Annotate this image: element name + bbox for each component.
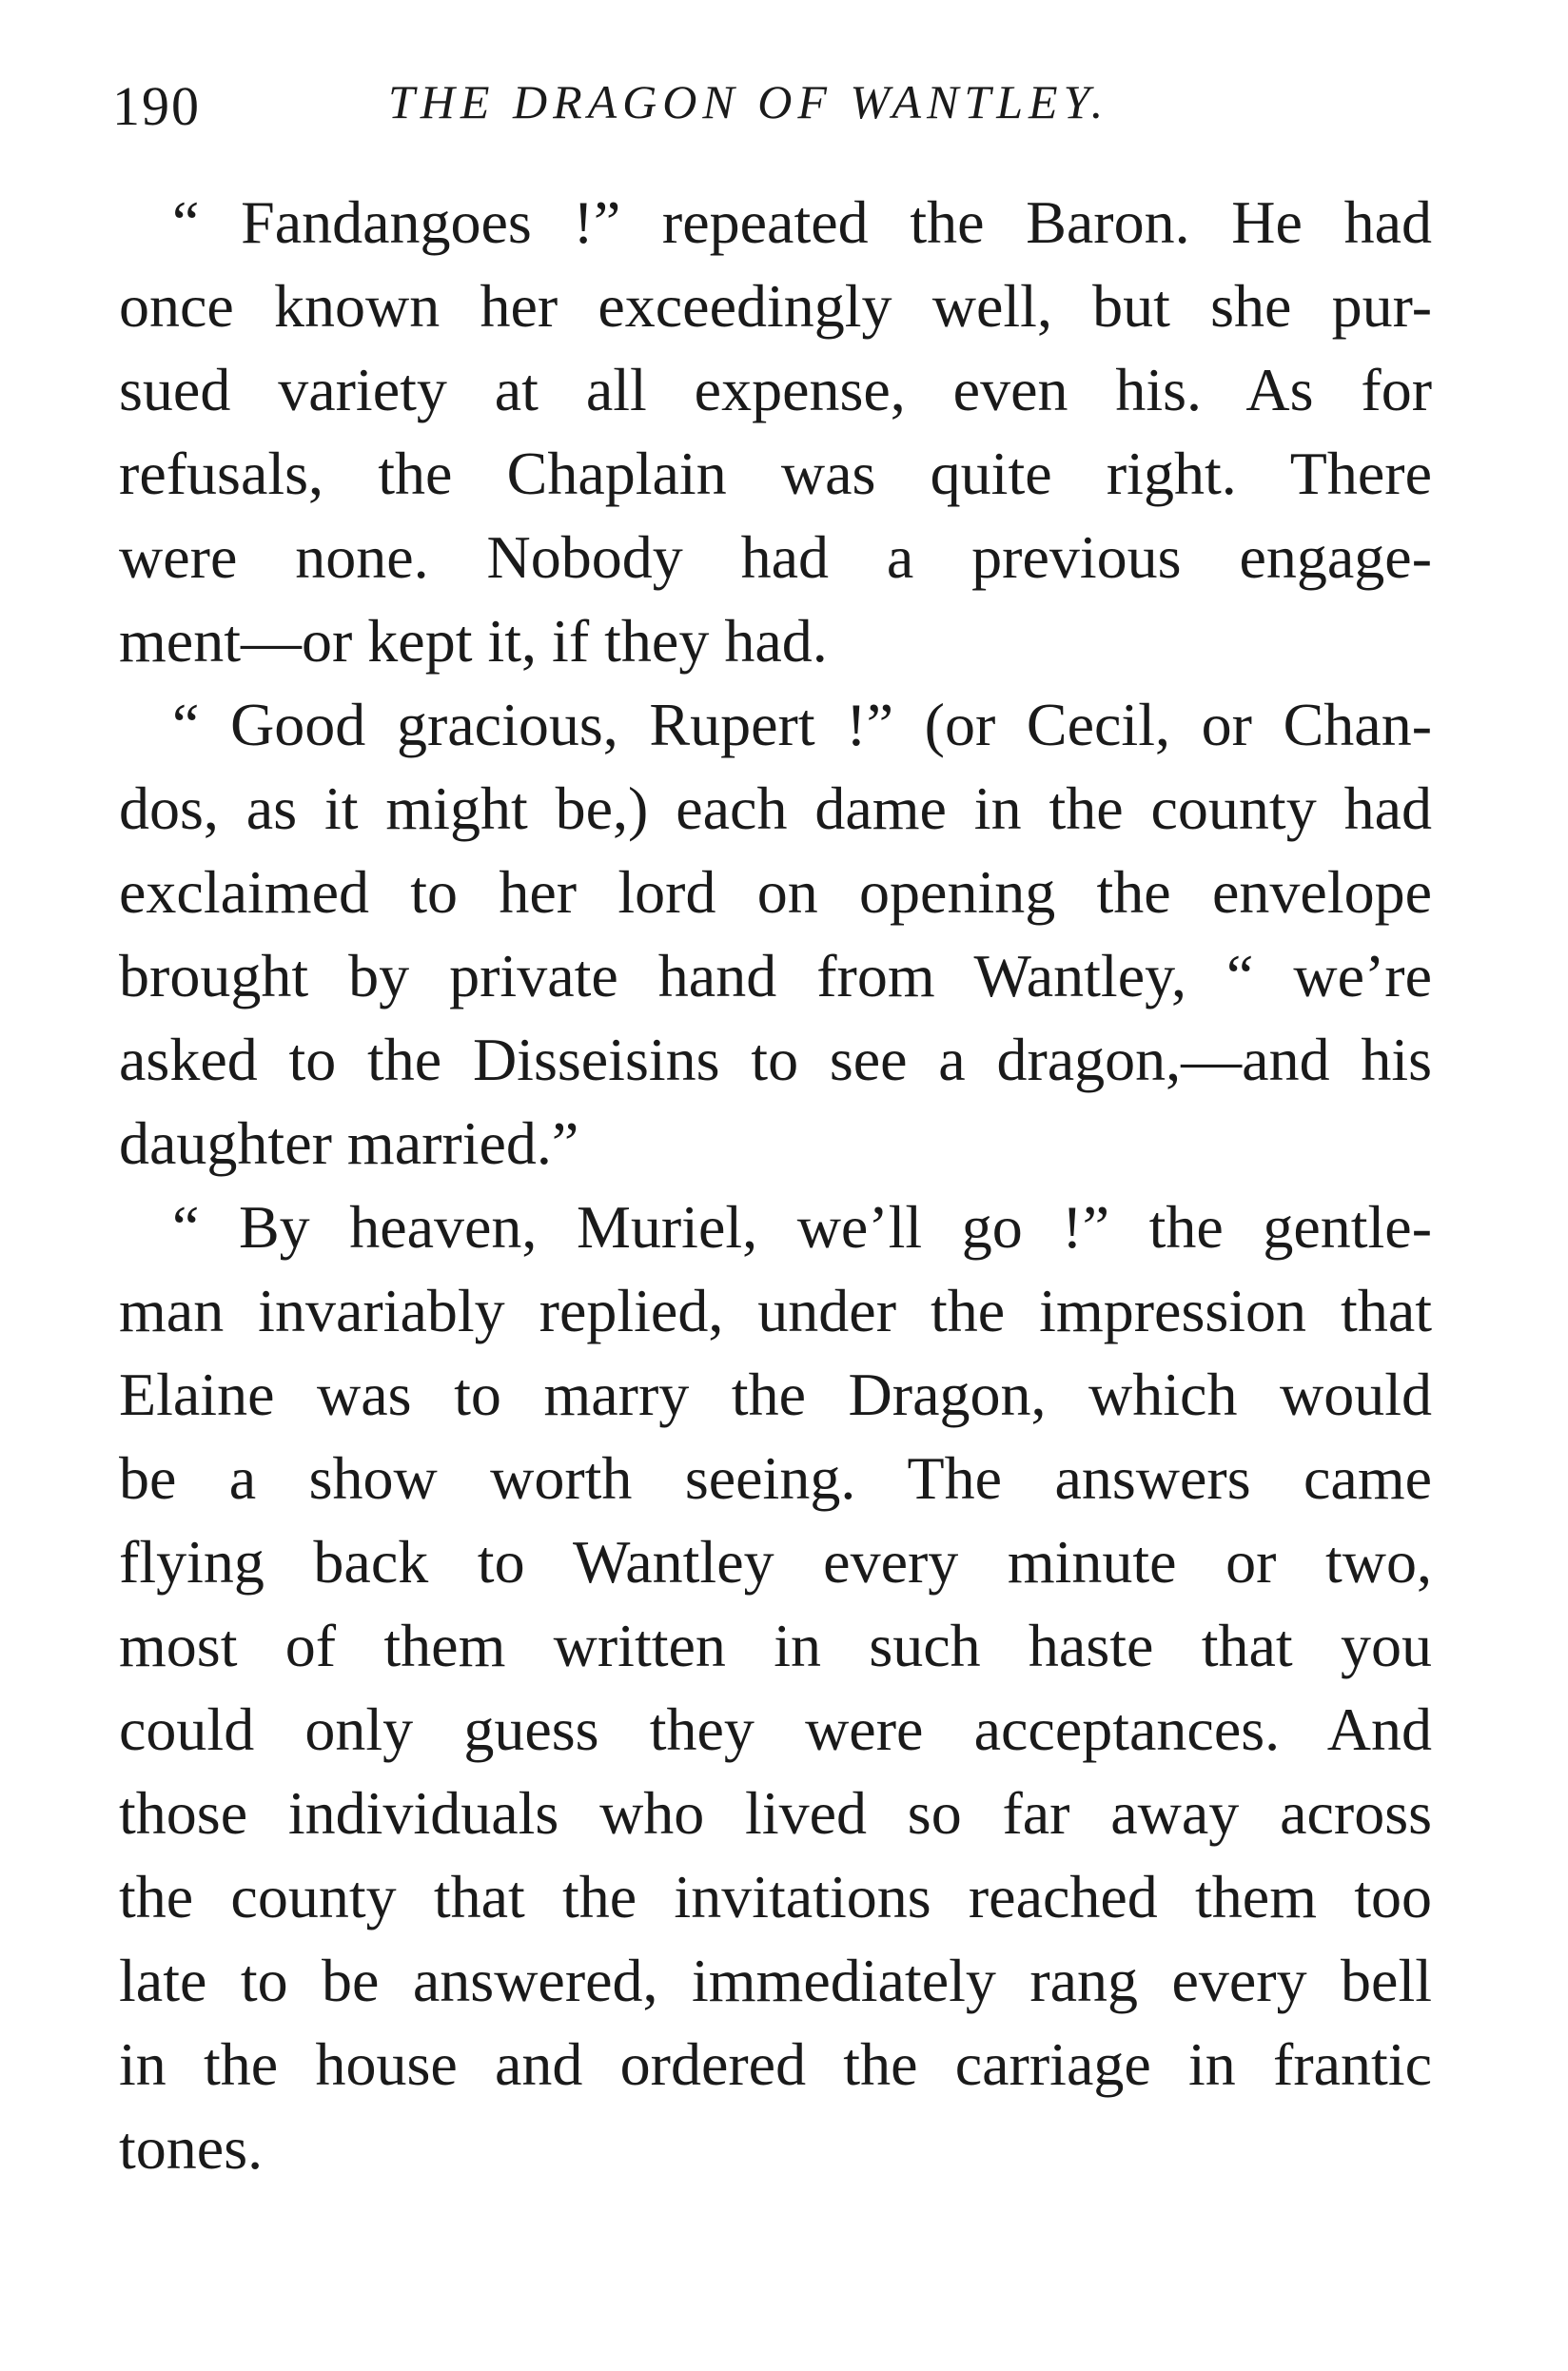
text-line: could only guess they were acceptances. And — [119, 1695, 1432, 1763]
text-line: tones. — [119, 2114, 264, 2182]
text-line: once known her exceedingly well, but she pur- — [119, 272, 1432, 340]
text-line: Elaine was to marry the Dragon, which would — [119, 1361, 1432, 1428]
text-line: daughter married.” — [119, 1109, 579, 1177]
running-title: THE DRAGON OF WANTLEY. — [388, 75, 1109, 128]
running-head — [112, 74, 1425, 150]
text-line: in the house and ordered the carriage in frantic — [119, 2030, 1432, 2098]
text-line: “ Good gracious, Rupert !” (or Cecil, or Chan- — [172, 691, 1432, 758]
text-line: asked to the Disseisins to see a dragon,—and his — [119, 1026, 1432, 1093]
text-line: flying back to Wantley every minute or two, — [119, 1528, 1432, 1596]
text-line: “ By heaven, Muriel, we’ll go !” the gentle- — [172, 1193, 1432, 1261]
body-text — [119, 181, 1432, 2190]
text-line: ment—or kept it, if they had. — [119, 607, 828, 675]
text-line: “ Fandangoes !” repeated the Baron. He had — [172, 188, 1432, 256]
text-line: most of them written in such haste that you — [119, 1612, 1432, 1679]
text-line: brought by private hand from Wantley, “ we’re — [119, 942, 1432, 1009]
text-line: exclaimed to her lord on opening the envelope — [119, 858, 1432, 926]
text-line: man invariably replied, under the impression that — [119, 1277, 1432, 1344]
text-line: those individuals who lived so far away across — [119, 1779, 1432, 1847]
text-line: were none. Nobody had a previous engage- — [119, 523, 1432, 591]
page-number: 190 — [112, 75, 201, 137]
text-line: dos, as it might be,) each dame in the county had — [119, 774, 1432, 842]
text-line: be a show worth seeing. The answers came — [119, 1444, 1432, 1512]
text-line: late to be answered, immediately rang every bell — [119, 1947, 1432, 2014]
text-line: refusals, the Chaplain was quite right. There — [119, 440, 1432, 507]
text-line: sued variety at all expense, even his. As for — [119, 356, 1432, 423]
text-line: the county that the invitations reached them too — [119, 1863, 1432, 1930]
